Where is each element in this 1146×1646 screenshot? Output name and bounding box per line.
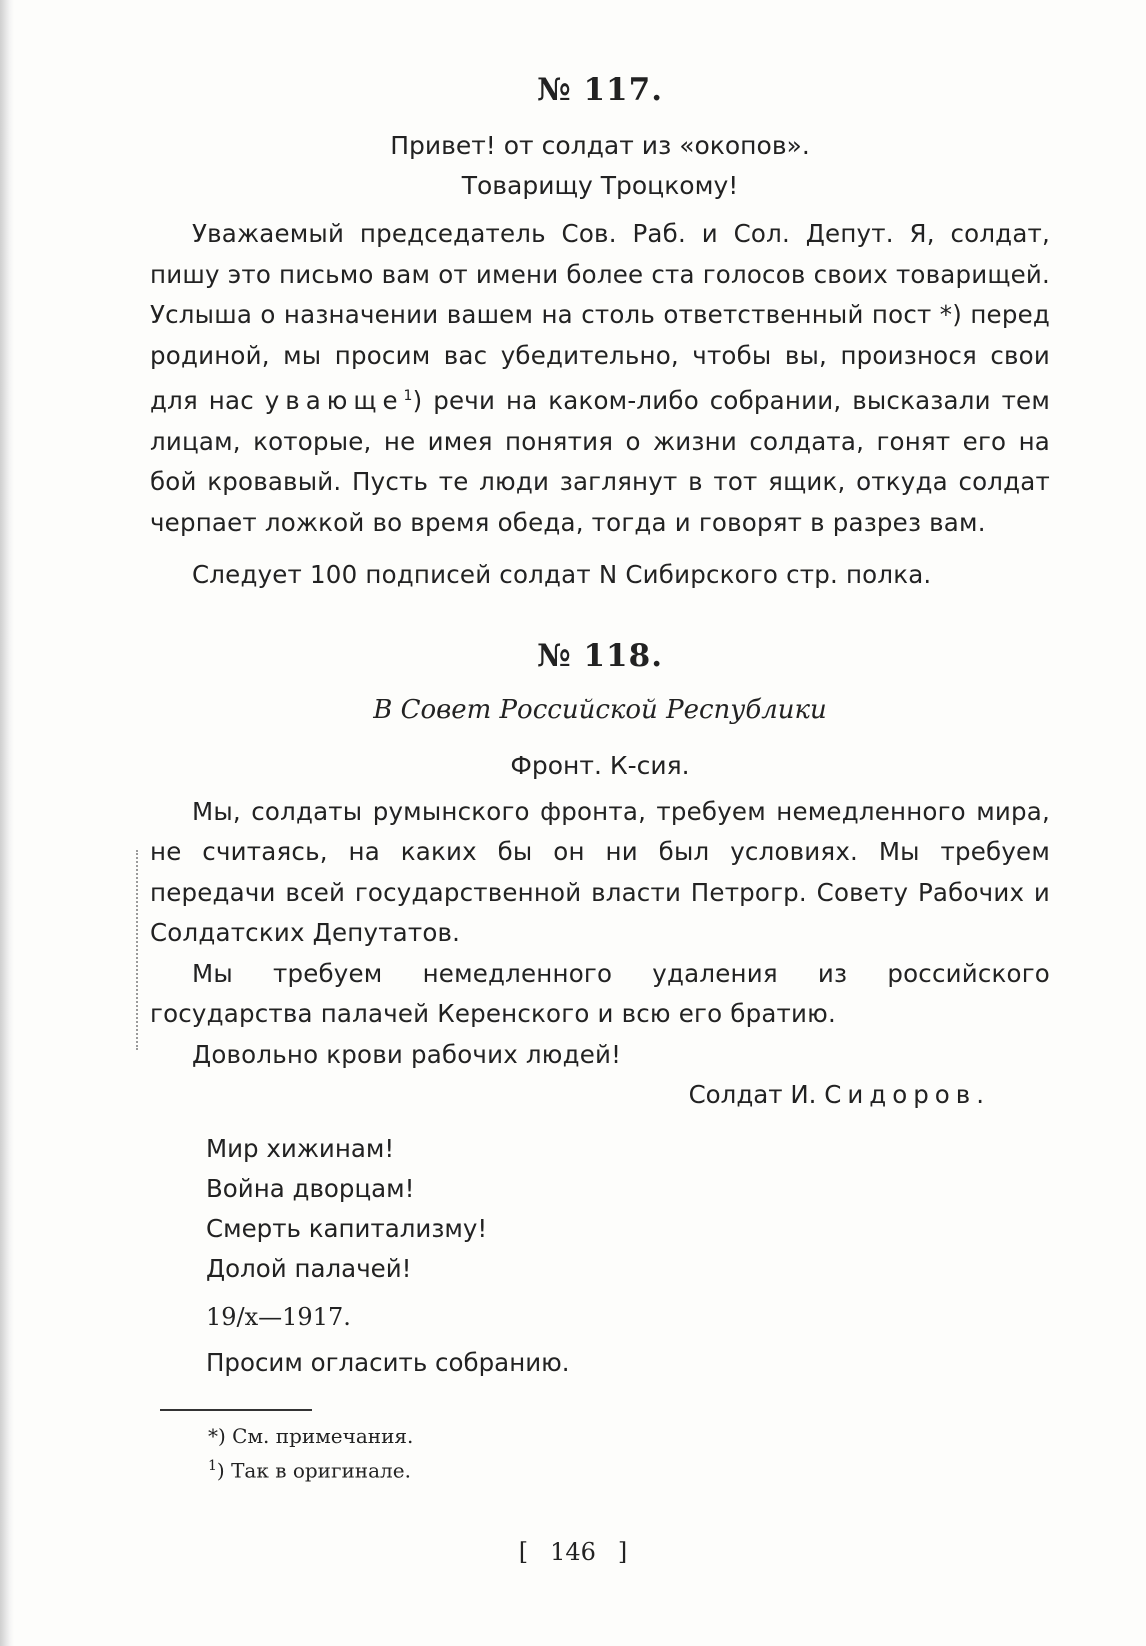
footnote-star: *) См. примечания.	[208, 1424, 414, 1449]
footnote-mark-1: 1	[403, 388, 413, 404]
request-line: Просим огласить собранию.	[206, 1348, 570, 1378]
footnote-one	[208, 1451, 1050, 1486]
demand-paragraph-2: Мы требуем немедленного удаления из российского государства палачей Керенского и всю его братию.	[150, 958, 1050, 1029]
document-heading-118: В Совет Российской Республики	[373, 694, 827, 725]
page-content	[150, 60, 1050, 1486]
greeting-line: Привет! от солдат из «окопов».	[390, 131, 810, 160]
demand-paragraph-3: Довольно крови рабочих людей!	[192, 1039, 622, 1069]
document-date: 19/x—1917.	[206, 1303, 351, 1332]
page-bracket-left: [	[518, 1538, 529, 1566]
page-bracket-right: ]	[617, 1538, 628, 1566]
slogan-item: Война дворцам!	[206, 1174, 415, 1204]
footnote-one-text: ) Так в оригинале.	[216, 1458, 411, 1483]
letter-body-end: ) речи на каком-либо собрании, высказали тем лицам, которые, не имея понятия о жизни солдата, гонят его на бой кровавый. Пусть те люди заглянут в тот ящик, откуда солдат черпает ложкой во время обеда, тогда и говорят в разрез вам.	[150, 386, 1051, 537]
footnote-one-mark: 1	[208, 1458, 217, 1475]
footnote-divider	[160, 1409, 312, 1411]
demand-paragraph-1: Мы, солдаты румынского фронта, требуем немедленного мира, не считаясь, на каких бы он ни был условиях. Мы требуем передачи всей государственной власти Петрогр. Совету Рабочих и Солдатских Депутатов.	[150, 796, 1050, 948]
document-number-117: № 117.	[537, 72, 663, 108]
addressee-line: Товарищу Троцкому!	[461, 171, 739, 200]
slogan-item: Долой палачей!	[206, 1254, 412, 1284]
slogans-list	[206, 1129, 1050, 1289]
signatures-note: Следует 100 подписей солдат N Сибирского стр. полка.	[192, 560, 932, 590]
page-edge-shadow	[0, 0, 14, 1646]
letter-body-start: Уважаемый председатель Сов. Раб. и Сол. Депут. Я, солдат, пишу это письмо вам от имени более ста голосов своих товарищей. Услыша о назначении вашем на столь ответственный пост *) перед родиной, мы просим вас убедительно, чтобы вы, произнося свои для нас	[150, 219, 1050, 416]
page-number	[0, 1534, 1146, 1570]
author-signature	[150, 1075, 1050, 1115]
slogan-item: Смерть капитализму!	[206, 1214, 488, 1244]
slogan-item: Мир хижинам!	[206, 1134, 395, 1164]
spaced-word: увающе	[264, 386, 404, 416]
signature-prefix: Солдат И.	[688, 1080, 817, 1110]
document-number-118: № 118.	[537, 637, 663, 674]
place-line: Фронт. К-сия.	[510, 750, 690, 780]
margin-pencil-mark	[136, 850, 142, 1050]
page-number-value: 146	[550, 1538, 596, 1566]
signature-name: Сидоров.	[824, 1080, 990, 1110]
footnotes	[208, 1421, 1050, 1486]
letter-body-117	[150, 214, 1050, 543]
